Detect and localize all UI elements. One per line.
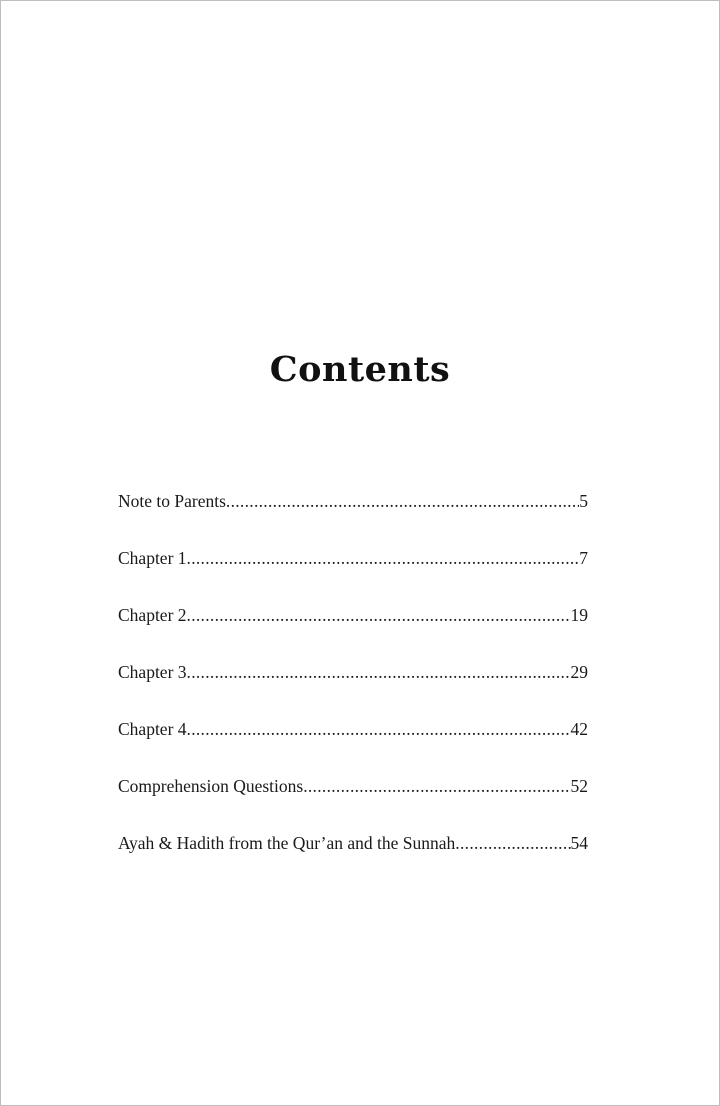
- dot-leader: [226, 491, 579, 512]
- table-of-contents: [118, 491, 588, 890]
- toc-entry-page-number: 19: [570, 605, 588, 625]
- toc-entry-label: Chapter 1: [118, 548, 187, 568]
- toc-entry-note-to-parents: [118, 491, 588, 548]
- dot-leader: [187, 548, 580, 569]
- toc-entry-comprehension-questions: [118, 776, 588, 833]
- toc-entry-page-number: 29: [570, 662, 588, 682]
- toc-entry-chapter-1: [118, 548, 588, 605]
- dot-leader: [187, 719, 571, 740]
- toc-entry-page-number: 7: [579, 548, 588, 568]
- toc-entry-chapter-4: [118, 719, 588, 776]
- dot-leader: [187, 605, 571, 626]
- toc-entry-label: Chapter 3: [118, 662, 187, 682]
- dot-leader: [303, 776, 570, 797]
- toc-entry-page-number: 42: [570, 719, 588, 739]
- toc-entry-label: Ayah & Hadith from the Qur’an and the Sunnah: [118, 833, 456, 853]
- toc-entry-label: Comprehension Questions: [118, 776, 304, 796]
- toc-entry-chapter-2: [118, 605, 588, 662]
- toc-entry-label: Note to Parents: [118, 491, 226, 511]
- dot-leader: [455, 833, 570, 854]
- toc-entry-page-number: 52: [570, 776, 588, 796]
- page-title: Contents: [269, 349, 451, 391]
- toc-entry-page-number: 5: [579, 491, 588, 511]
- toc-entry-label: Chapter 2: [118, 605, 187, 625]
- toc-entry-ayah-hadith: [118, 833, 588, 890]
- toc-entry-page-number: 54: [570, 833, 588, 853]
- toc-entry-chapter-3: [118, 662, 588, 719]
- dot-leader: [187, 662, 571, 683]
- toc-entry-label: Chapter 4: [118, 719, 187, 739]
